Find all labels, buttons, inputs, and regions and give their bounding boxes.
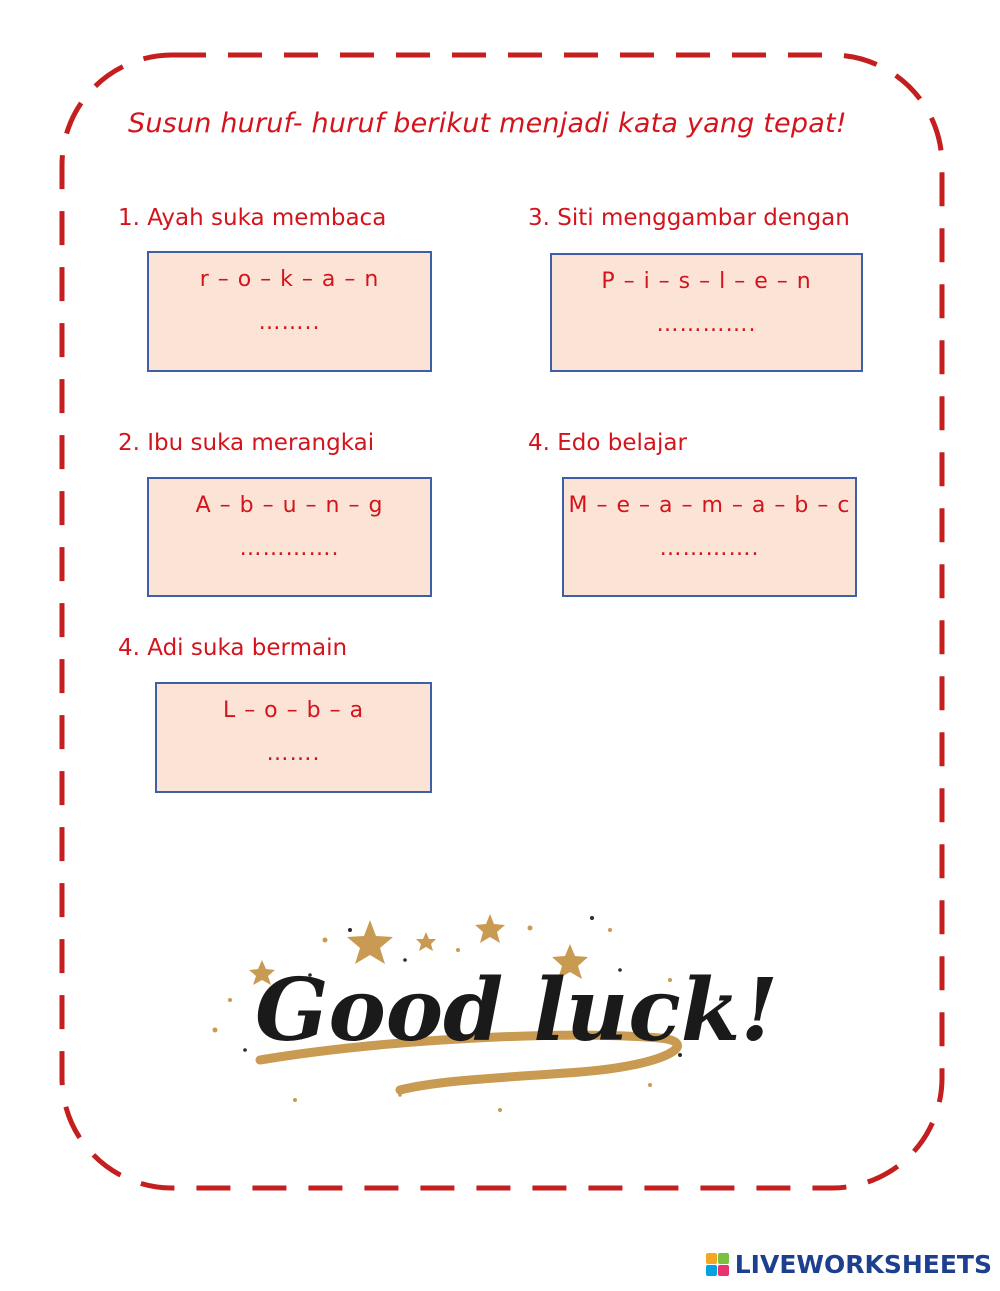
question-1-label: 1. Ayah suka membaca xyxy=(118,205,387,231)
logo-square-1 xyxy=(706,1253,717,1264)
good-luck-graphic xyxy=(200,900,779,1120)
question-3-answer-field[interactable]: …………. xyxy=(656,312,757,337)
question-3-letters: P – i – s – l – e – n xyxy=(601,269,812,294)
question-5-answer-field[interactable]: ……. xyxy=(266,741,321,766)
logo-square-2 xyxy=(718,1253,729,1264)
good-luck-text: Good luck! xyxy=(255,960,779,1061)
question-1-answer-field[interactable]: …….. xyxy=(258,310,321,335)
liveworksheets-brand[interactable] xyxy=(706,1250,992,1279)
question-1-letters: r – o – k – a – n xyxy=(199,267,380,292)
question-2-label: 2. Ibu suka merangkai xyxy=(118,430,375,456)
brand-name: LIVEWORKSHEETS xyxy=(734,1250,992,1279)
question-2-box xyxy=(147,477,432,597)
question-2-letters: A – b – u – n – g xyxy=(195,493,384,518)
question-4-box xyxy=(562,477,857,597)
question-3-label: 3. Siti menggambar dengan xyxy=(528,205,850,231)
question-2-answer-field[interactable]: …………. xyxy=(239,536,340,561)
liveworksheets-logo-icon xyxy=(706,1253,729,1276)
worksheet-title: Susun huruf- huruf berikut menjadi kata yang tepat! xyxy=(128,108,847,139)
logo-square-4 xyxy=(718,1265,729,1276)
question-1-box xyxy=(147,251,432,372)
question-4-answer-field[interactable]: …………. xyxy=(659,536,760,561)
question-5-label: 4. Adi suka bermain xyxy=(118,635,348,661)
question-5-letters: L – o – b – a xyxy=(222,698,365,723)
question-3-box xyxy=(550,253,863,372)
question-4-letters: M – e – a – m – a – b – c xyxy=(568,493,851,518)
question-5-box xyxy=(155,682,432,793)
logo-square-3 xyxy=(706,1265,717,1276)
question-4-label: 4. Edo belajar xyxy=(528,430,687,456)
